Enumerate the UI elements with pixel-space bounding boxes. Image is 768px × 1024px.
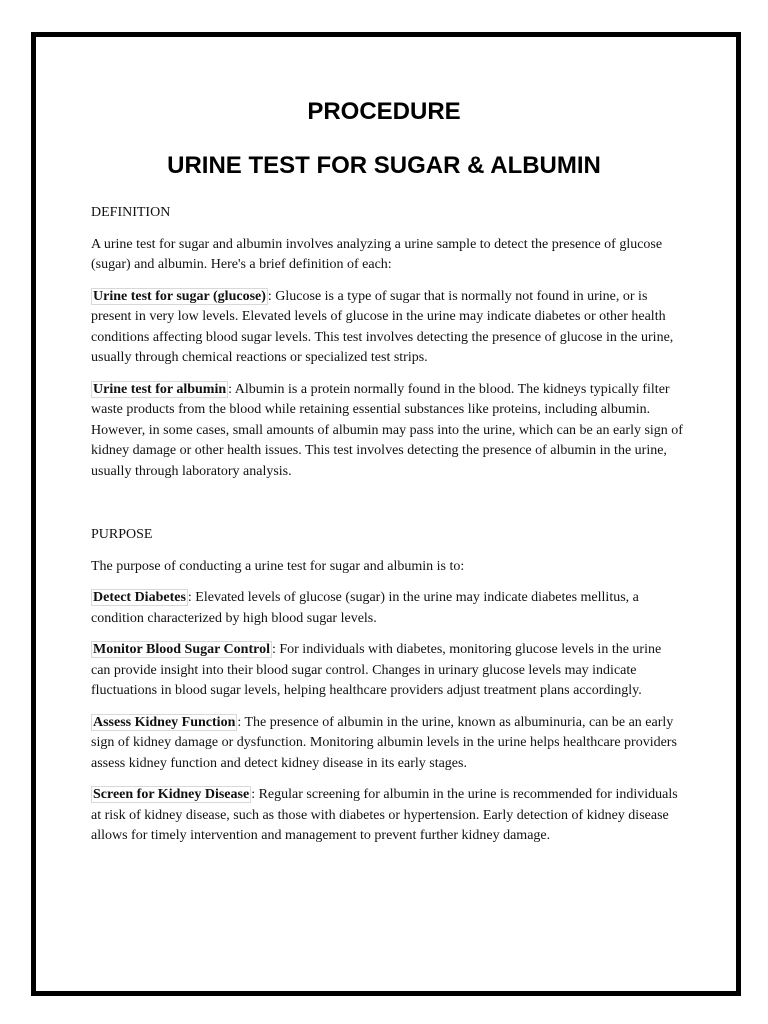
- purpose-text: : Elevated levels of glucose (sugar) in the urine may indicate diabetes mellitus, a condition characterized by high blood sugar levels.: [91, 590, 639, 626]
- definition-item-sugar: [91, 287, 683, 369]
- purpose-item-screen-kidney: [91, 785, 683, 847]
- purpose-term: Detect Diabetes: [93, 590, 186, 605]
- definition-item-albumin: [91, 380, 683, 483]
- definition-intro: A urine test for sugar and albumin involves analyzing a urine sample to detect the presence of glucose (sugar) and albumin. Here's a brief definition of each:: [91, 236, 663, 272]
- purpose-text: : Regular screening for albumin in the urine is recommended for individuals at risk of kidney disease, such as those with diabetes or hypertension. Early detection of kidney disease allows for timely intervention and management to prevent further kidney damage.: [91, 787, 678, 843]
- purpose-term: Monitor Blood Sugar Control: [93, 642, 270, 657]
- definition-heading: DEFINITION: [91, 205, 171, 220]
- definition-term: Urine test for albumin: [93, 381, 227, 397]
- purpose-item-monitor-blood-sugar: [91, 640, 683, 702]
- definition-text: : Glucose is a type of sugar that is normally not found in urine, or is present in very low levels. Elevated levels of glucose in the urine may indicate diabetes or other health conditions affecting blood sugar levels. This test involves detecting the presence of glucose in the urine, usually through chemical reactions or specialized test strips.: [91, 288, 674, 365]
- purpose-term: Screen for Kidney Disease: [93, 787, 250, 802]
- purpose-text: : For individuals with diabetes, monitoring glucose levels in the urine can provide insight into their blood sugar control. Changes in urinary glucose levels may indicate fluctuations in blood sugar levels, helping healthcare providers adjust treatment plans accordingly.: [91, 642, 662, 698]
- purpose-term: Assess Kidney Function: [93, 714, 236, 730]
- purpose-text: : The presence of albumin in the urine, known as albuminuria, can be an early sign of kidney damage or dysfunction. Monitoring albumin levels in the urine helps healthcare providers assess kidney function and detect kidney disease in its early stages.: [91, 714, 677, 771]
- purpose-item-detect-diabetes: [91, 588, 683, 629]
- purpose-heading: PURPOSE: [91, 527, 153, 542]
- section-spacer: [91, 493, 683, 525]
- document-subtitle: URINE TEST FOR SUGAR & ALBUMIN: [167, 152, 601, 179]
- document-title: PROCEDURE: [307, 98, 461, 125]
- definition-text: : Albumin is a protein normally found in the blood. The kidneys typically filter waste products from the blood while retaining essential substances like proteins, including albumin. However, in some cases, small amounts of albumin may pass into the urine, which can be an early sign of kidney damage or other health issues. This test involves detecting the presence of albumin in the urine, usually through laboratory analysis.: [91, 381, 683, 479]
- document-body: [91, 203, 683, 858]
- purpose-item-assess-kidney: [91, 713, 683, 775]
- definition-term: Urine test for sugar (glucose): [93, 288, 266, 304]
- purpose-intro: The purpose of conducting a urine test for sugar and albumin is to:: [91, 558, 465, 574]
